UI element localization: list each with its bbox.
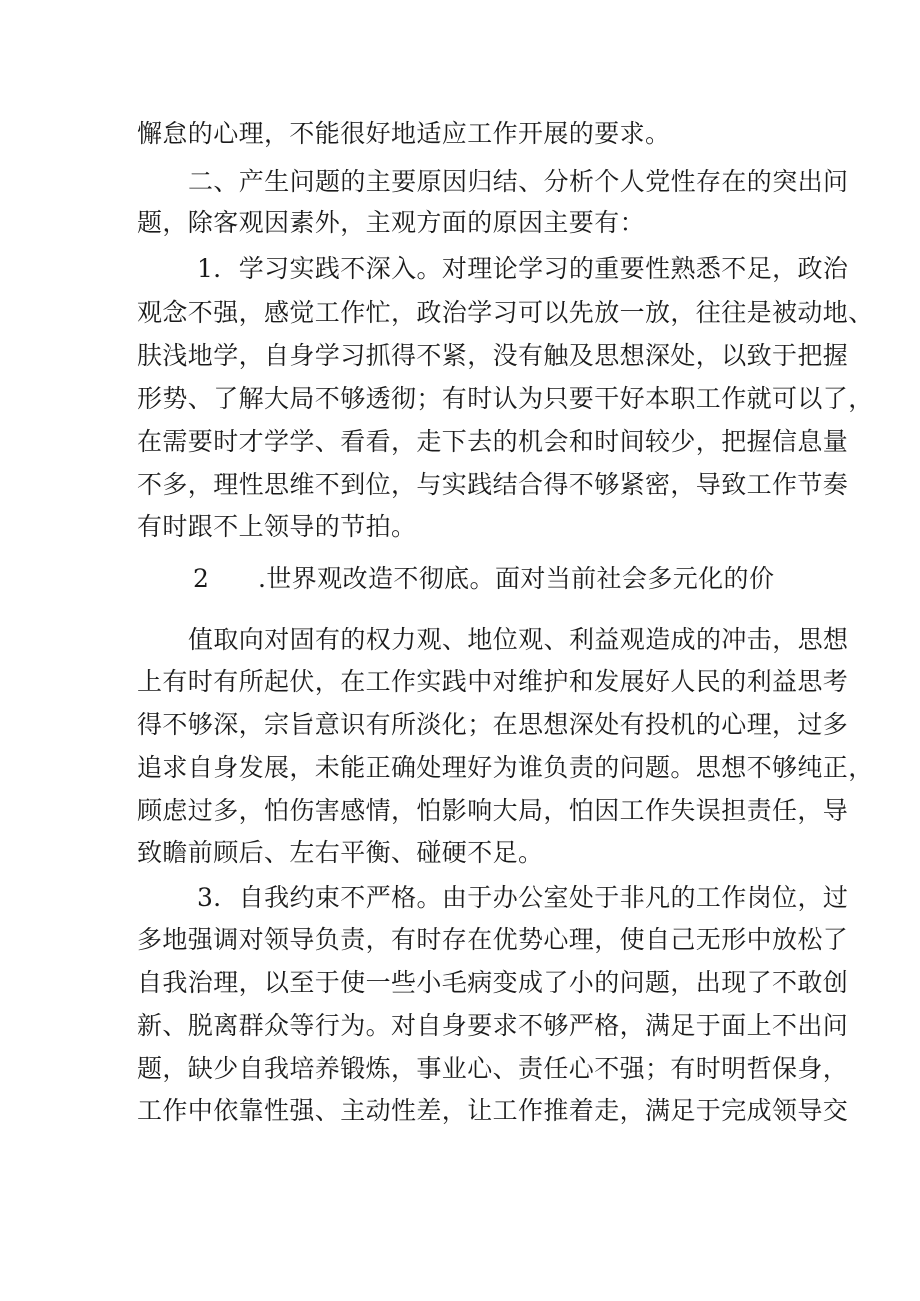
list-item-text: .世界观改造不彻底。面对当前社会多元化的价	[258, 564, 775, 593]
text-line: 致瞻前顾后、左右平衡、碰硬不足。	[137, 838, 544, 867]
text-line: 二、产生问题的主要原因归结、分析个人党性存在的突出问	[188, 167, 849, 196]
text-line: 形势、了解大局不够透彻；有时认为只要干好本职工作就可以了，	[137, 384, 874, 413]
text-line: 1．学习实践不深入。对理论学习的重要性熟悉不足，政治	[197, 254, 849, 283]
text-line: 在需要时才学学、看看，走下去的机会和时间较少，把握信息量	[137, 427, 849, 456]
text-line: 自我治理，以至于使一些小毛病变成了小的问题，出现了不敢创	[137, 968, 849, 997]
text-line: 题，缺少自我培养锻炼，事业心、责任心不强；有时明哲保身，	[137, 1054, 849, 1083]
text-line: 不多，理性思维不到位，与实践结合得不够紧密，导致工作节奏	[137, 470, 849, 499]
text-line: 值取向对固有的权力观、地位观、利益观造成的冲击，思想	[188, 625, 849, 654]
text-line: 追求自身发展，未能正确处理好为谁负责的问题。思想不够纯正，	[137, 753, 874, 782]
text-line: 多地强调对领导负责，有时存在优势心理，使自己无形中放松了	[137, 925, 849, 954]
text-line: 观念不强，感觉工作忙，政治学习可以先放一放，往往是被动地、	[137, 298, 874, 327]
text-line: 懈怠的心理，不能很好地适应工作开展的要求。	[137, 119, 671, 148]
text-line: 有时跟不上领导的节拍。	[137, 512, 417, 541]
text-line: 题，除客观因素外，主观方面的原因主要有：	[137, 208, 646, 237]
text-line: 肤浅地学，自身学习抓得不紧，没有触及思想深处，以致于把握	[137, 341, 849, 370]
text-line: 顾虑过多，怕伤害感情，怕影响大局，怕因工作失误担责任，导	[137, 796, 849, 825]
text-line: 3．自我约束不严格。由于办公室处于非凡的工作岗位，过	[197, 883, 849, 912]
list-item-2-heading	[0, 561, 920, 597]
text-line: 得不够深，宗旨意识有所淡化；在思想深处有投机的心理，过多	[137, 710, 849, 739]
text-line: 上有时有所起伏，在工作实践中对维护和发展好人民的利益思考	[137, 667, 849, 696]
text-line: 工作中依靠性强、主动性差，让工作推着走，满足于完成领导交	[137, 1096, 849, 1125]
text-line: 新、脱离群众等行为。对自身要求不够严格，满足于面上不出问	[137, 1011, 849, 1040]
list-item-number: 2	[193, 564, 210, 593]
